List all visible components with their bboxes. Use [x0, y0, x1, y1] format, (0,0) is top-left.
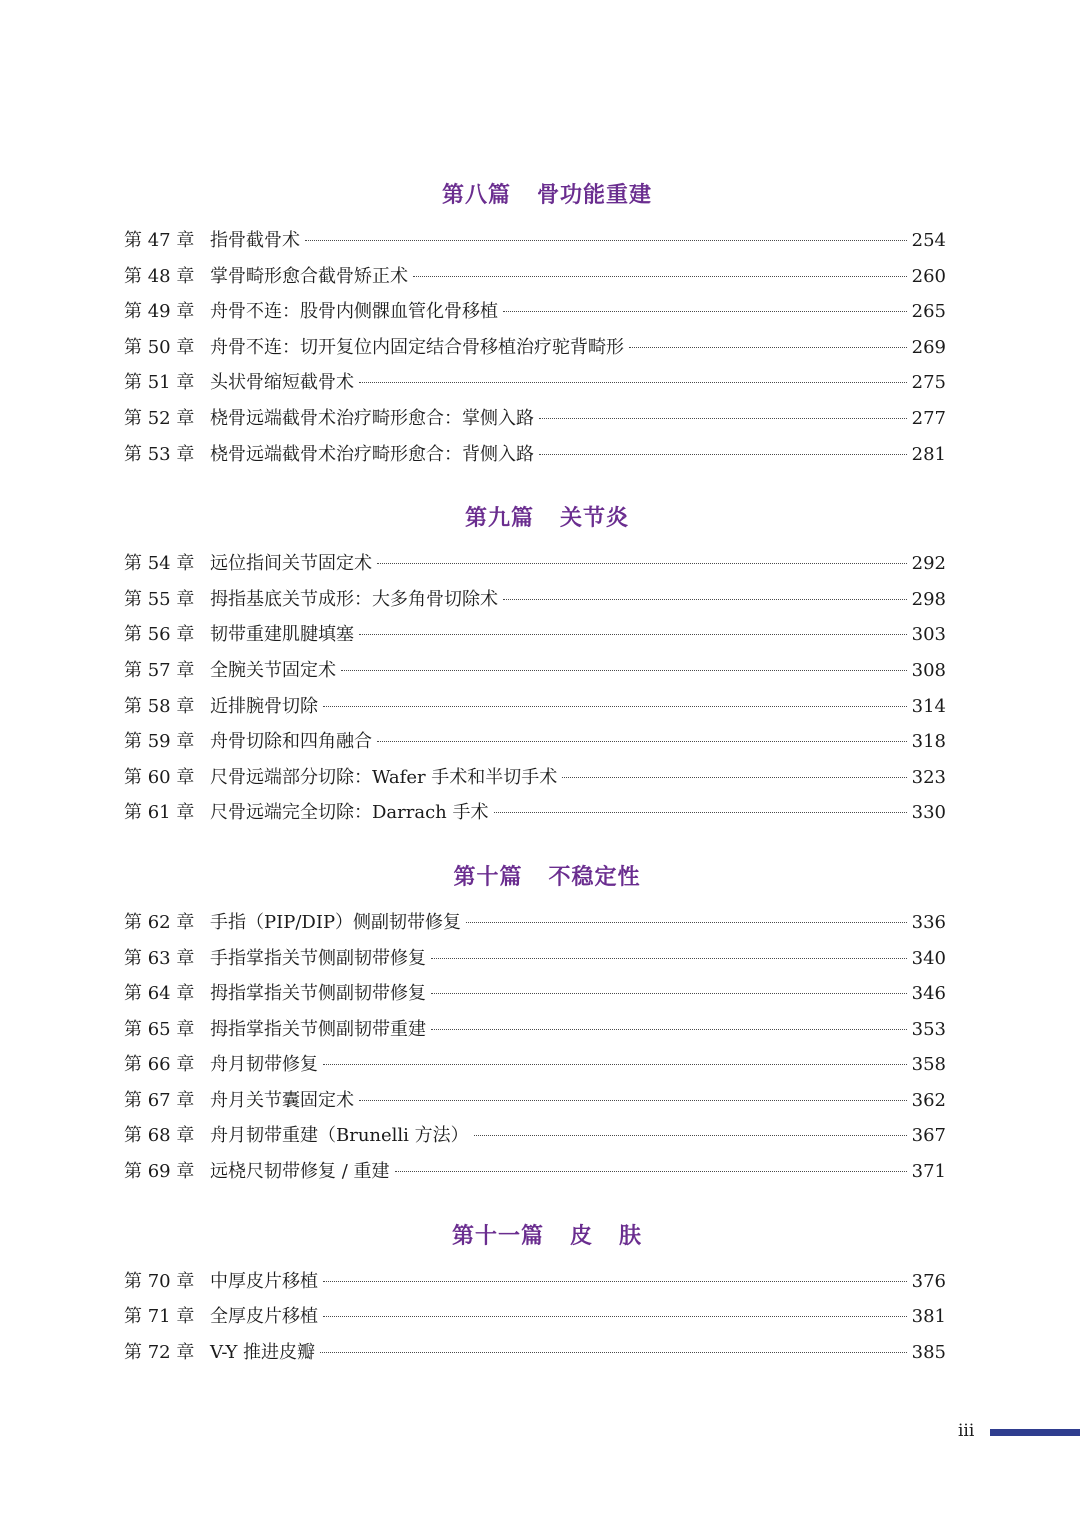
page-number: 254	[911, 230, 946, 251]
page-number: 260	[911, 265, 946, 287]
chapter-title: 舟骨不连：股骨内侧髁血管化骨移植	[210, 301, 498, 323]
part-8	[124, 176, 946, 475]
chapter-title: 舟骨不连：切开复位内固定结合骨移植治疗驼背畸形	[210, 336, 624, 358]
chapter-title: 头状骨缩短截骨术	[210, 372, 354, 394]
dot-leader	[305, 240, 907, 241]
chapter-title: 拇指基底关节成形：大多角骨切除术	[210, 588, 498, 610]
dot-leader	[629, 347, 907, 348]
dot-leader	[466, 922, 907, 923]
page-number: 308	[911, 659, 946, 681]
page-number: 318	[911, 731, 946, 753]
chapter-title: 尺骨远端完全切除：Darrach 手术	[210, 802, 489, 824]
toc-entry[interactable]	[124, 1338, 946, 1374]
page-number: 265	[911, 301, 946, 323]
page-number: 298	[911, 588, 946, 610]
toc-entry[interactable]	[124, 549, 946, 585]
toc-entry[interactable]	[124, 944, 946, 980]
page-number: 281	[911, 443, 946, 465]
toc-entry[interactable]	[124, 763, 946, 799]
dot-leader	[323, 706, 907, 707]
chapter-number: 第 70 章	[124, 1270, 195, 1292]
chapter-number: 第 62 章	[124, 911, 195, 933]
page-number: 358	[911, 1054, 946, 1076]
toc-entry[interactable]	[124, 979, 946, 1015]
toc-entry[interactable]	[124, 1157, 946, 1193]
chapter-number: 第 66 章	[124, 1054, 195, 1076]
page-number: 346	[911, 983, 946, 1005]
chapter-title: 指骨截骨术	[210, 230, 300, 251]
page-number: 277	[911, 407, 946, 429]
page-number: 367	[911, 1125, 946, 1147]
chapter-number: 第 68 章	[124, 1125, 195, 1147]
chapter-title: V-Y 推进皮瓣	[210, 1341, 316, 1363]
chapter-title: 桡骨远端截骨术治疗畸形愈合：背侧入路	[210, 443, 534, 465]
chapter-number: 第 52 章	[124, 407, 195, 429]
toc-entry[interactable]	[124, 1015, 946, 1051]
dot-leader	[359, 382, 907, 383]
page-number: 353	[911, 1018, 946, 1040]
page-number: 336	[911, 911, 946, 933]
chapter-title: 全厚皮片移植	[210, 1306, 318, 1328]
chapter-title: 拇指掌指关节侧副韧带重建	[210, 1018, 426, 1040]
chapter-number: 第 56 章	[124, 624, 195, 646]
toc-entry[interactable]	[124, 656, 946, 692]
toc-entry[interactable]	[124, 727, 946, 763]
chapter-title: 近排腕骨切除	[210, 695, 318, 717]
chapter-number: 第 63 章	[124, 947, 195, 969]
chapter-number: 第 47 章	[124, 230, 195, 251]
dot-leader	[431, 993, 907, 994]
toc-entry[interactable]	[124, 226, 946, 262]
toc-entry[interactable]	[124, 1121, 946, 1157]
chapter-title: 掌骨畸形愈合截骨矫正术	[210, 265, 408, 287]
chapter-title: 舟月韧带修复	[210, 1054, 318, 1076]
dot-leader	[431, 958, 907, 959]
chapter-title: 远位指间关节固定术	[210, 553, 372, 575]
chapter-number: 第 49 章	[124, 301, 195, 323]
toc-entry[interactable]	[124, 368, 946, 404]
dot-leader	[503, 599, 907, 600]
chapter-number: 第 64 章	[124, 983, 195, 1005]
toc-entry[interactable]	[124, 1086, 946, 1122]
chapter-number: 第 51 章	[124, 372, 195, 394]
part-10	[124, 858, 946, 1193]
dot-leader	[323, 1316, 907, 1317]
chapter-title: 舟骨切除和四角融合	[210, 731, 372, 753]
dot-leader	[323, 1281, 907, 1282]
page-number: 376	[911, 1270, 946, 1292]
part-9	[124, 499, 946, 834]
toc-entry[interactable]	[124, 262, 946, 298]
chapter-number: 第 57 章	[124, 659, 195, 681]
page-number: 275	[911, 372, 946, 394]
chapter-title: 尺骨远端部分切除：Wafer 手术和半切手术	[210, 766, 558, 788]
page-number: 303	[911, 624, 946, 646]
dot-leader	[503, 311, 907, 312]
chapter-number: 第 69 章	[124, 1161, 195, 1183]
toc-entry[interactable]	[124, 1267, 946, 1303]
chapter-title: 舟月韧带重建（Brunelli 方法）	[210, 1125, 469, 1147]
dot-leader	[494, 812, 907, 813]
toc-entry[interactable]	[124, 620, 946, 656]
dot-leader	[413, 276, 907, 277]
dot-leader	[431, 1029, 907, 1030]
chapter-title: 舟月关节囊固定术	[210, 1089, 354, 1111]
chapter-number: 第 50 章	[124, 336, 195, 358]
page-number: 371	[911, 1161, 946, 1183]
toc-entry[interactable]	[124, 333, 946, 369]
toc-entry[interactable]	[124, 440, 946, 476]
dot-leader	[539, 454, 907, 455]
page-number: 362	[911, 1089, 946, 1111]
dot-leader	[359, 634, 907, 635]
page-number: 385	[911, 1341, 946, 1363]
toc-entry[interactable]	[124, 1302, 946, 1338]
dot-leader	[359, 1100, 907, 1101]
page-number: 323	[911, 766, 946, 788]
chapter-number: 第 65 章	[124, 1018, 195, 1040]
page-number: 292	[911, 553, 946, 575]
chapter-title: 手指掌指关节侧副韧带修复	[210, 947, 426, 969]
dot-leader	[323, 1064, 907, 1065]
page-number: 330	[911, 802, 946, 824]
toc-entry[interactable]	[124, 692, 946, 728]
chapter-title: 桡骨远端截骨术治疗畸形愈合：掌侧入路	[210, 407, 534, 429]
chapter-title: 中厚皮片移植	[210, 1270, 318, 1292]
dot-leader	[562, 777, 906, 778]
toc-entry[interactable]	[124, 1050, 946, 1086]
chapter-title: 手指（PIP/DIP）侧副韧带修复	[210, 911, 462, 933]
chapter-number: 第 53 章	[124, 443, 195, 465]
chapter-number: 第 54 章	[124, 553, 195, 575]
chapter-title: 韧带重建肌腱填塞	[210, 624, 354, 646]
part-11	[124, 1217, 946, 1374]
page-folio: iii	[958, 1421, 975, 1441]
page-number: 381	[911, 1306, 946, 1328]
page-number: 269	[911, 336, 946, 358]
dot-leader	[377, 563, 907, 564]
dot-leader	[377, 741, 907, 742]
chapter-number: 第 55 章	[124, 588, 195, 610]
dot-leader	[539, 418, 907, 419]
dot-leader	[341, 670, 907, 671]
toc-entry[interactable]	[124, 798, 946, 834]
page-number: 340	[911, 947, 946, 969]
part-title: 第九篇 关节炎	[465, 506, 629, 532]
chapter-number: 第 58 章	[124, 695, 195, 717]
dot-leader	[320, 1352, 907, 1353]
chapter-title: 全腕关节固定术	[210, 659, 336, 681]
chapter-number: 第 59 章	[124, 731, 195, 753]
dot-leader	[395, 1171, 907, 1172]
part-title: 第八篇 骨功能重建	[442, 183, 652, 208]
part-title: 第十篇 不稳定性	[453, 864, 641, 890]
folio-accent-bar	[990, 1429, 1080, 1436]
table-of-contents	[124, 176, 946, 1373]
toc-entry[interactable]	[124, 908, 946, 944]
toc-entry[interactable]	[124, 404, 946, 440]
part-title: 第十一篇 皮 肤	[452, 1223, 642, 1249]
chapter-title: 拇指掌指关节侧副韧带修复	[210, 983, 426, 1005]
chapter-title: 远桡尺韧带修复 / 重建	[210, 1161, 390, 1183]
chapter-number: 第 61 章	[124, 802, 195, 824]
chapter-number: 第 48 章	[124, 265, 195, 287]
page-number: 314	[911, 695, 946, 717]
dot-leader	[474, 1135, 907, 1136]
chapter-number: 第 67 章	[124, 1089, 195, 1111]
toc-entry[interactable]	[124, 297, 946, 333]
chapter-number: 第 60 章	[124, 766, 195, 788]
toc-entry[interactable]	[124, 585, 946, 621]
chapter-number: 第 72 章	[124, 1341, 195, 1363]
chapter-number: 第 71 章	[124, 1306, 195, 1328]
